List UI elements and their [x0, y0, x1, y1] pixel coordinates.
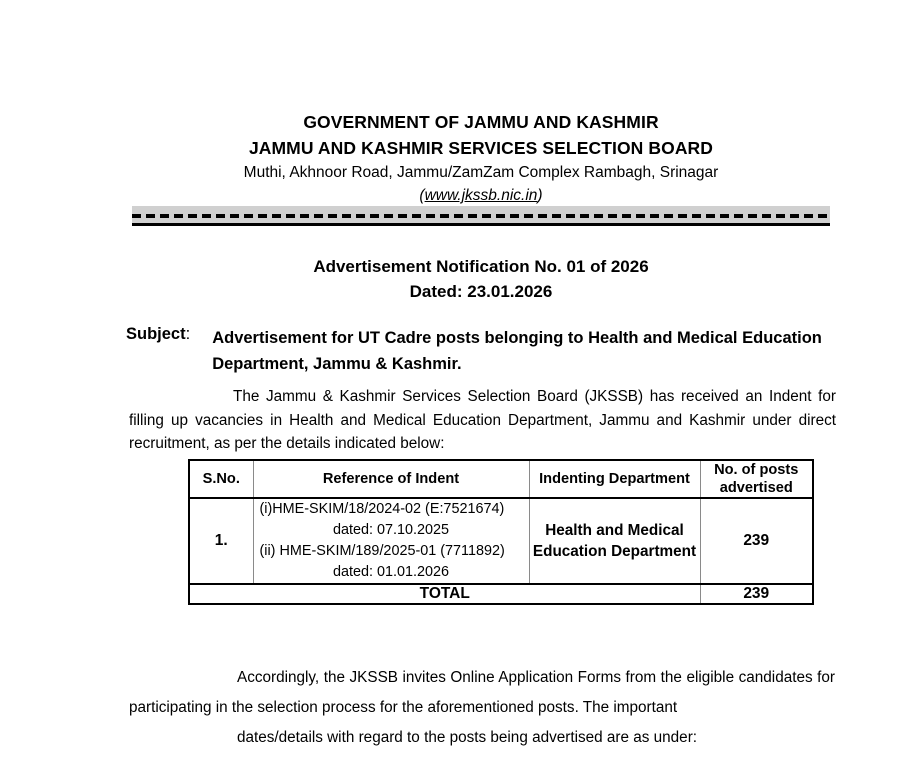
header-separator: [132, 206, 830, 228]
reference-line: dated: 07.10.2025: [332, 522, 450, 538]
header-reference: Reference of Indent: [253, 460, 529, 498]
table-row: [189, 498, 813, 584]
header-department: Indenting Department: [529, 460, 700, 498]
cell-sno: 1.: [189, 498, 253, 584]
letterhead: [130, 110, 832, 207]
cell-department: Health and Medical Education Department: [529, 498, 700, 584]
subject-label: Subject: [126, 325, 186, 343]
closing-paragraph-part1: Accordingly, the JKSSB invites Online Application Forms from the eligible candidates for participating in the selection process for the aforementioned posts. The important: [129, 669, 835, 716]
office-address: Muthi, Akhnoor Road, Jammu/ZamZam Complex Rambagh, Srinagar: [243, 164, 719, 181]
url-close-paren: ): [537, 187, 543, 204]
header-posts: No. of posts advertised: [700, 460, 813, 498]
header-sno: S.No.: [189, 460, 253, 498]
notification-number: Advertisement Notification No. 01 of 2026: [313, 257, 649, 276]
cell-posts: 239: [700, 498, 813, 584]
url-text[interactable]: www.jkssb.nic.in: [424, 187, 538, 204]
separator-solid-line: [132, 223, 830, 226]
reference-line: (ii) HME-SKIM/189/2025-01 (7711892): [259, 543, 505, 559]
government-title: GOVERNMENT OF JAMMU AND KASHMIR: [303, 112, 659, 132]
reference-line: (i)HME-SKIM/18/2024-02 (E:7521674): [259, 501, 505, 517]
reference-line: dated: 01.01.2026: [332, 564, 450, 580]
table-header-row: [189, 460, 813, 498]
intro-paragraph: The Jammu & Kashmir Services Selection Board (JKSSB) has received an Indent for filling up vacancies in Health and Medical Education Department, Jammu and Kashmir under direct recruitment, as per the details indicated below:: [129, 388, 836, 452]
subject-colon: :: [185, 325, 191, 343]
cell-reference: [253, 498, 529, 584]
indent-table: [188, 459, 814, 605]
closing-paragraph: [129, 663, 835, 753]
subject-text: Advertisement for UT Cadre posts belonging to Health and Medical Education Department, Jammu & Kashmir.: [212, 329, 822, 373]
table-total-row: [189, 584, 813, 604]
total-value: 239: [700, 584, 813, 604]
subject-block: [126, 325, 836, 377]
url-open-paren: (: [419, 187, 425, 204]
notification-date: Dated: 23.01.2026: [409, 282, 553, 301]
total-label: TOTAL: [189, 584, 700, 604]
indent-table-wrapper: [188, 459, 812, 605]
separator-dashed-line: [132, 214, 828, 218]
board-title: JAMMU AND KASHMIR SERVICES SELECTION BOARD: [248, 138, 714, 158]
website-url[interactable]: [130, 185, 832, 207]
notification-heading: [130, 254, 832, 304]
closing-paragraph-part2: dates/details with regard to the posts being advertised are as under:: [237, 729, 698, 746]
